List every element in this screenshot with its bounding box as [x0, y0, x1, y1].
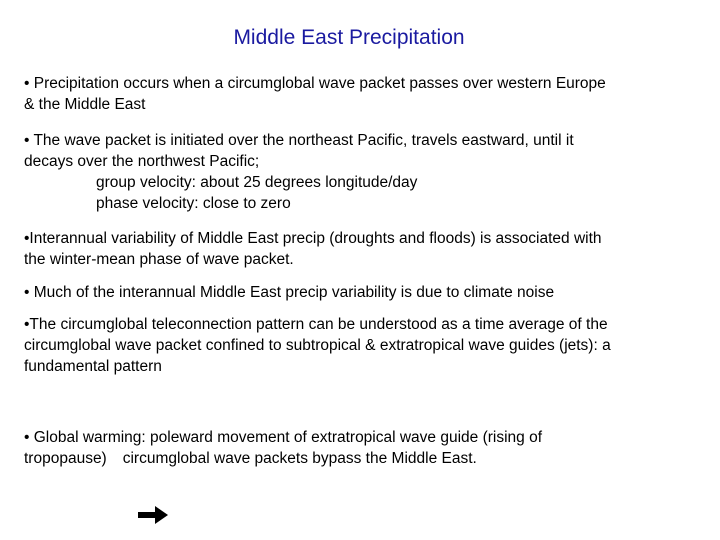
bullet-climate-noise	[24, 282, 714, 303]
slide-title: Middle East Precipitation	[233, 26, 465, 49]
bypass-text: circumglobal wave packets bypass the Middle East.	[122, 450, 477, 467]
bullet-line: fundamental pattern	[24, 358, 162, 375]
bullet-line: decays over the northwest Pacific;	[24, 153, 260, 170]
phase-velocity-line: phase velocity: close to zero	[96, 195, 291, 212]
bullet-line: • Precipitation occurs when a circumglobal wave packet passes over western Europe	[24, 75, 606, 92]
bullet-teleconnection-pattern	[24, 314, 714, 377]
bullet-line: & the Middle East	[24, 96, 146, 113]
right-arrow-icon	[136, 503, 170, 527]
bullet-line: • Much of the interannual Middle East precip variability is due to climate noise	[24, 284, 555, 301]
bullet-line: •Interannual variability of Middle East precip (droughts and floods) is associated with	[24, 230, 602, 247]
bullet-line: circumglobal wave packet confined to subtropical & extratropical wave guides (jets): a	[24, 337, 611, 354]
bullet-precipitation-occurrence	[24, 73, 714, 115]
bullet-line: the winter-mean phase of wave packet.	[24, 251, 294, 268]
bullet-line-with-gap	[24, 448, 714, 469]
bullet-line: • Global warming: poleward movement of extratropical wave guide (rising of	[24, 429, 543, 446]
tropopause-text: tropopause)	[24, 450, 107, 467]
bullet-line: • The wave packet is initiated over the northeast Pacific, travels eastward, until it	[24, 132, 574, 149]
bullet-global-warming	[24, 427, 714, 469]
group-velocity-line: group velocity: about 25 degrees longitude/day	[96, 174, 418, 191]
bullet-line: •The circumglobal teleconnection pattern can be understood as a time average of the	[24, 316, 608, 333]
bullet-wave-packet	[24, 130, 714, 214]
bullet-interannual-variability	[24, 228, 714, 270]
